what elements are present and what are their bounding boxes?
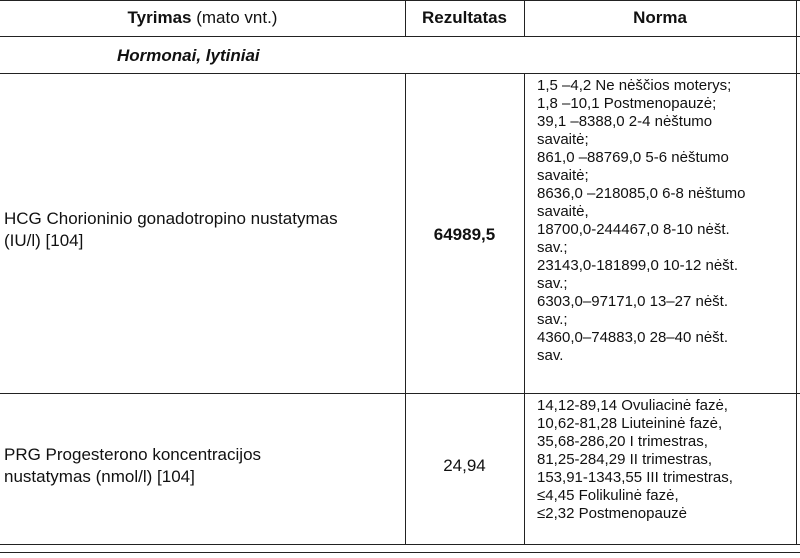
section-bottom-border bbox=[0, 73, 800, 74]
norm-line: 81,25-284,29 II trimestras, bbox=[537, 451, 713, 468]
norm-line: 8636,0 –218085,0 6-8 nėštumo bbox=[537, 185, 746, 202]
norm-line: 1,5 –4,2 Ne nėščios moterys; bbox=[537, 77, 732, 94]
norm-line: ≤2,32 Postmenopauzė bbox=[537, 505, 687, 522]
norm-line: 35,68-286,20 I trimestras, bbox=[537, 433, 708, 450]
test-name-line: (IU/l) [104] bbox=[4, 231, 84, 250]
column-divider-norm bbox=[524, 73, 525, 544]
norm-line: 23143,0-181899,0 10-12 nėšt. bbox=[537, 257, 738, 274]
norm-line: 39,1 –8388,0 2-4 nėštumo bbox=[537, 113, 713, 130]
norm-line: savaitė; bbox=[537, 131, 589, 148]
norm-line: 153,91-1343,55 III trimestras, bbox=[537, 469, 733, 486]
test-name-line: nustatymas (nmol/l) [104] bbox=[4, 467, 195, 486]
norm-cell bbox=[537, 397, 793, 523]
norm-line: 861,0 –88769,0 5-6 nėštumo bbox=[537, 149, 729, 166]
norm-line: 4360,0–74883,0 28–40 nėšt. bbox=[537, 329, 729, 346]
norm-line: 1,8 –10,1 Postmenopauzė; bbox=[537, 95, 717, 112]
norm-cell bbox=[537, 77, 793, 365]
column-divider-extra bbox=[796, 36, 797, 73]
norm-line: sav.; bbox=[537, 311, 568, 328]
test-name-cell bbox=[4, 444, 402, 488]
header-test-unit-note: (mato vnt.) bbox=[196, 8, 278, 27]
result-value: 64989,5 bbox=[433, 225, 496, 244]
norm-line: 14,12-89,14 Ovuliacinė fazė, bbox=[537, 397, 728, 414]
header-norm-cell bbox=[524, 8, 796, 28]
norm-line: savaitė; bbox=[537, 167, 589, 184]
header-test-cell bbox=[0, 8, 405, 28]
header-result-cell bbox=[405, 8, 524, 28]
test-name-line: PRG Progesterono koncentracijos bbox=[4, 445, 262, 464]
next-table-top-border bbox=[0, 552, 800, 553]
test-name-line: HCG Chorioninio gonadotropino nustatymas bbox=[4, 209, 338, 228]
norm-line: ≤4,45 Folikulinė fazė, bbox=[537, 487, 679, 504]
norm-line: savaitė, bbox=[537, 203, 589, 220]
result-value: 24,94 bbox=[443, 456, 486, 475]
row-bottom-border bbox=[0, 544, 800, 545]
column-divider-extra bbox=[796, 0, 797, 36]
test-name-cell bbox=[4, 208, 402, 252]
norm-line: 18700,0-244467,0 8-10 nėšt. bbox=[537, 221, 730, 238]
norm-line: sav.; bbox=[537, 239, 568, 256]
row-divider bbox=[0, 393, 800, 394]
norm-line: sav.; bbox=[537, 275, 568, 292]
norm-line: 10,62-81,28 Liuteininė fazė, bbox=[537, 415, 723, 432]
section-title: Hormonai, lytiniai bbox=[117, 46, 260, 65]
norm-line: 6303,0–97171,0 13–27 nėšt. bbox=[537, 293, 729, 310]
norm-line: sav. bbox=[537, 347, 564, 364]
header-norm-label: Norma bbox=[633, 8, 687, 27]
header-bottom-border bbox=[0, 36, 800, 37]
header-test-label: Tyrimas bbox=[127, 8, 192, 27]
column-divider-extra bbox=[796, 73, 797, 544]
header-result-label: Rezultatas bbox=[421, 8, 508, 27]
table-top-border bbox=[0, 0, 800, 1]
